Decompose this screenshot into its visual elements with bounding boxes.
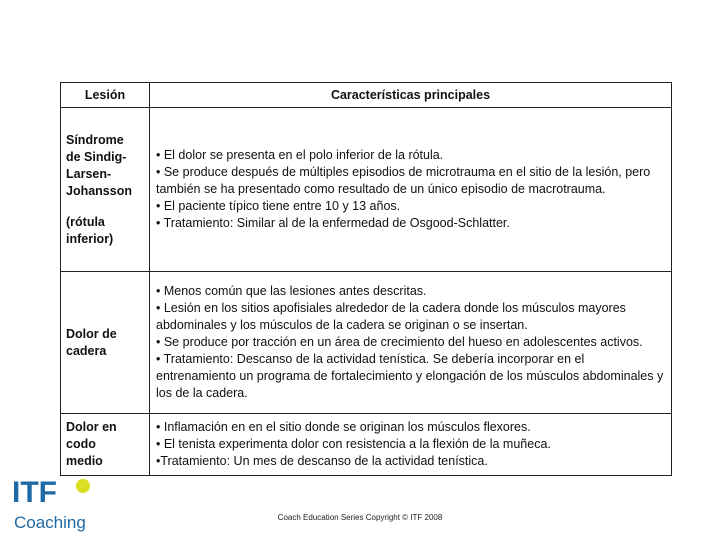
logo-subtitle: Coaching: [14, 513, 86, 532]
detail-line: • El paciente típico tiene entre 10 y 13 años.: [156, 199, 401, 213]
detail-line: •Tratamiento: Un mes de descanso de la actividad tenística.: [156, 454, 488, 468]
detail-line: • Tratamiento: Descanso de la actividad tenística. Se debería incorporar en el entrenamiento un programa de fortalecimiento y elongación de los músculos abdominales y los de la cadera.: [156, 352, 664, 400]
lesion-line: Dolor de: [66, 326, 117, 341]
table-row: [61, 272, 672, 414]
table-row: [61, 108, 672, 272]
detail-line: • Tratamiento: Similar al de la enfermedad de Osgood-Schlatter.: [156, 216, 510, 230]
lesion-line: inferior): [66, 231, 114, 246]
header-characteristics: Características principales: [150, 83, 672, 108]
lesion-line: medio: [66, 454, 103, 468]
lesion-line: Johansson: [66, 183, 132, 198]
lesion-cell: [61, 272, 150, 414]
detail-line: • Menos común que las lesiones antes descritas.: [156, 284, 427, 298]
detail-line: • Se produce después de múltiples episodios de microtrauma en el sitio de la lesión, pero también se ha presentado como resultado de un único episodio de macrotrauma.: [156, 165, 651, 196]
lesion-line: cadera: [66, 343, 107, 358]
table-row: [61, 414, 672, 476]
lesion-line: (rótula: [66, 214, 105, 229]
lesion-cell: [61, 108, 150, 272]
characteristics-cell: [150, 414, 672, 476]
characteristics-cell: [150, 272, 672, 414]
detail-line: • Se produce por tracción en un área de crecimiento del hueso en adolescentes activos.: [156, 335, 643, 349]
tennis-ball-icon: [76, 479, 90, 493]
injury-table: [60, 82, 672, 476]
lesion-line: Larsen-: [66, 166, 112, 181]
detail-line: • El tenista experimenta dolor con resistencia a la flexión de la muñeca.: [156, 437, 551, 451]
header-lesion: Lesión: [61, 83, 150, 108]
copyright-footer: Coach Education Series Copyright © ITF 2008: [277, 513, 443, 522]
itf-coaching-logo: [10, 470, 100, 532]
table-header-row: [61, 83, 672, 108]
lesion-line: codo: [66, 437, 96, 451]
lesion-line: Dolor en: [66, 420, 117, 434]
lesion-line: de Sindig-: [66, 149, 127, 164]
lesion-cell: [61, 414, 150, 476]
detail-line: • El dolor se presenta en el polo inferior de la rótula.: [156, 148, 444, 162]
detail-line: • Lesión en los sitios apofisiales alrededor de la cadera donde los músculos mayores abdominales y los músculos de la cadera se originan o se insertan.: [156, 301, 626, 332]
characteristics-cell: [150, 108, 672, 272]
lesion-line: Síndrome: [66, 132, 124, 147]
logo-brand: ITF: [12, 476, 57, 509]
detail-line: • Inflamación en en el sitio donde se originan los músculos flexores.: [156, 420, 531, 434]
